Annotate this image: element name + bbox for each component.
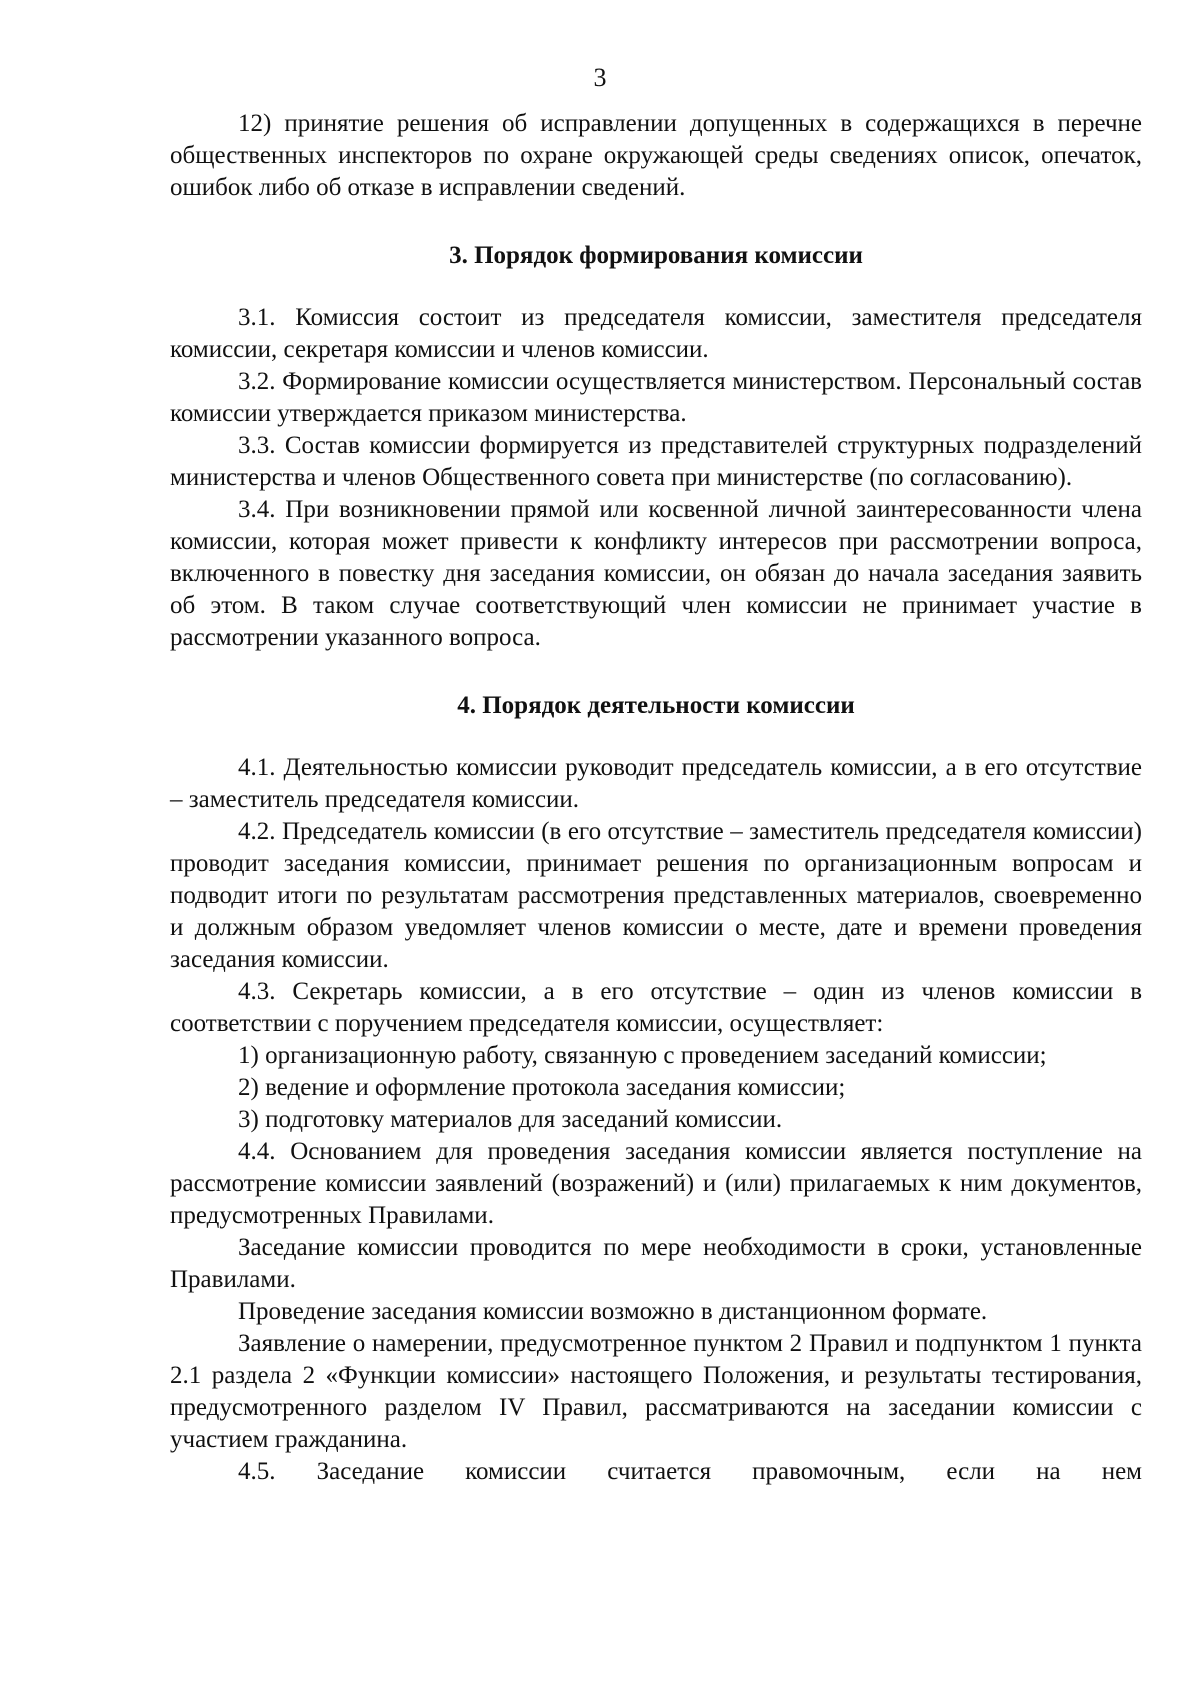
paragraph-4-1: 4.1. Деятельностью комиссии руководит председатель комиссии, а в его отсутствие – заместитель председателя комиссии. xyxy=(170,754,1142,813)
spacer xyxy=(170,722,1142,752)
spacer xyxy=(170,272,1142,302)
list-item-4-3-3: 3) подготовку материалов для заседаний комиссии. xyxy=(238,1106,783,1133)
list-item-4-3-2: 2) ведение и оформление протокола заседания комиссии; xyxy=(238,1074,846,1101)
spacer xyxy=(170,204,1142,240)
paragraph-4-2: 4.2. Председатель комиссии (в его отсутствие – заместитель председателя комиссии) проводит заседания комиссии, принимает решения по организационным вопросам и подводит итоги по результатам рассмотрения представленных материалов, своевременно и должным образом уведомляет членов комиссии о месте, дате и времени проведения заседания комиссии. xyxy=(170,818,1142,973)
paragraph-4-3: 4.3. Секретарь комиссии, а в его отсутствие – один из членов комиссии в соответствии с поручением председателя комиссии, осуществляет: xyxy=(170,978,1142,1037)
paragraph-4-5: 4.5. Заседание комиссии считается правомочным, если на нем xyxy=(238,1458,1142,1485)
list-item-4-3-1: 1) организационную работу, связанную с проведением заседаний комиссии; xyxy=(238,1042,1047,1069)
paragraph-item-12: 12) принятие решения об исправлении допущенных в содержащихся в перечне общественных инспекторов по охране окружающей среды сведениях описок, опечаток, ошибок либо об отказе в исправлении сведений. xyxy=(170,110,1142,201)
page-number: 3 xyxy=(593,63,607,92)
section-3-heading: 3. Порядок формирования комиссии xyxy=(449,242,863,269)
spacer xyxy=(170,654,1142,690)
document-body xyxy=(170,108,1142,1488)
paragraph-4-4-remote-format: Проведение заседания комиссии возможно в дистанционном формате. xyxy=(238,1298,988,1325)
paragraph-3-2: 3.2. Формирование комиссии осуществляется министерством. Персональный состав комиссии утверждается приказом министерства. xyxy=(170,368,1142,427)
paragraph-3-4: 3.4. При возникновении прямой или косвенной личной заинтересованности члена комиссии, которая может привести к конфликту интересов при рассмотрении вопроса, включенного в повестку дня заседания комиссии, он обязан до начала заседания заявить об этом. В таком случае соответствующий член комиссии не принимает участие в рассмотрении указанного вопроса. xyxy=(170,496,1142,651)
paragraph-4-4-application: Заявление о намерении, предусмотренное пунктом 2 Правил и подпунктом 1 пункта 2.1 раздела 2 «Функции комиссии» настоящего Положения, и результаты тестирования, предусмотренного разделом IV Правил, рассматриваются на заседании комиссии с участием гражданина. xyxy=(170,1330,1142,1453)
paragraph-3-1: 3.1. Комиссия состоит из председателя комиссии, заместителя председателя комиссии, секретаря комиссии и членов комиссии. xyxy=(170,304,1142,363)
paragraph-4-4: 4.4. Основанием для проведения заседания комиссии является поступление на рассмотрение комиссии заявлений (возражений) и (или) прилагаемых к ним документов, предусмотренных Правилами. xyxy=(170,1138,1142,1229)
section-4-heading: 4. Порядок деятельности комиссии xyxy=(457,692,855,719)
paragraph-4-4-meeting-terms: Заседание комиссии проводится по мере необходимости в сроки, установленные Правилами. xyxy=(170,1234,1142,1293)
paragraph-3-3: 3.3. Состав комиссии формируется из представителей структурных подразделений министерства и членов Общественного совета при министерстве (по согласованию). xyxy=(170,432,1142,491)
